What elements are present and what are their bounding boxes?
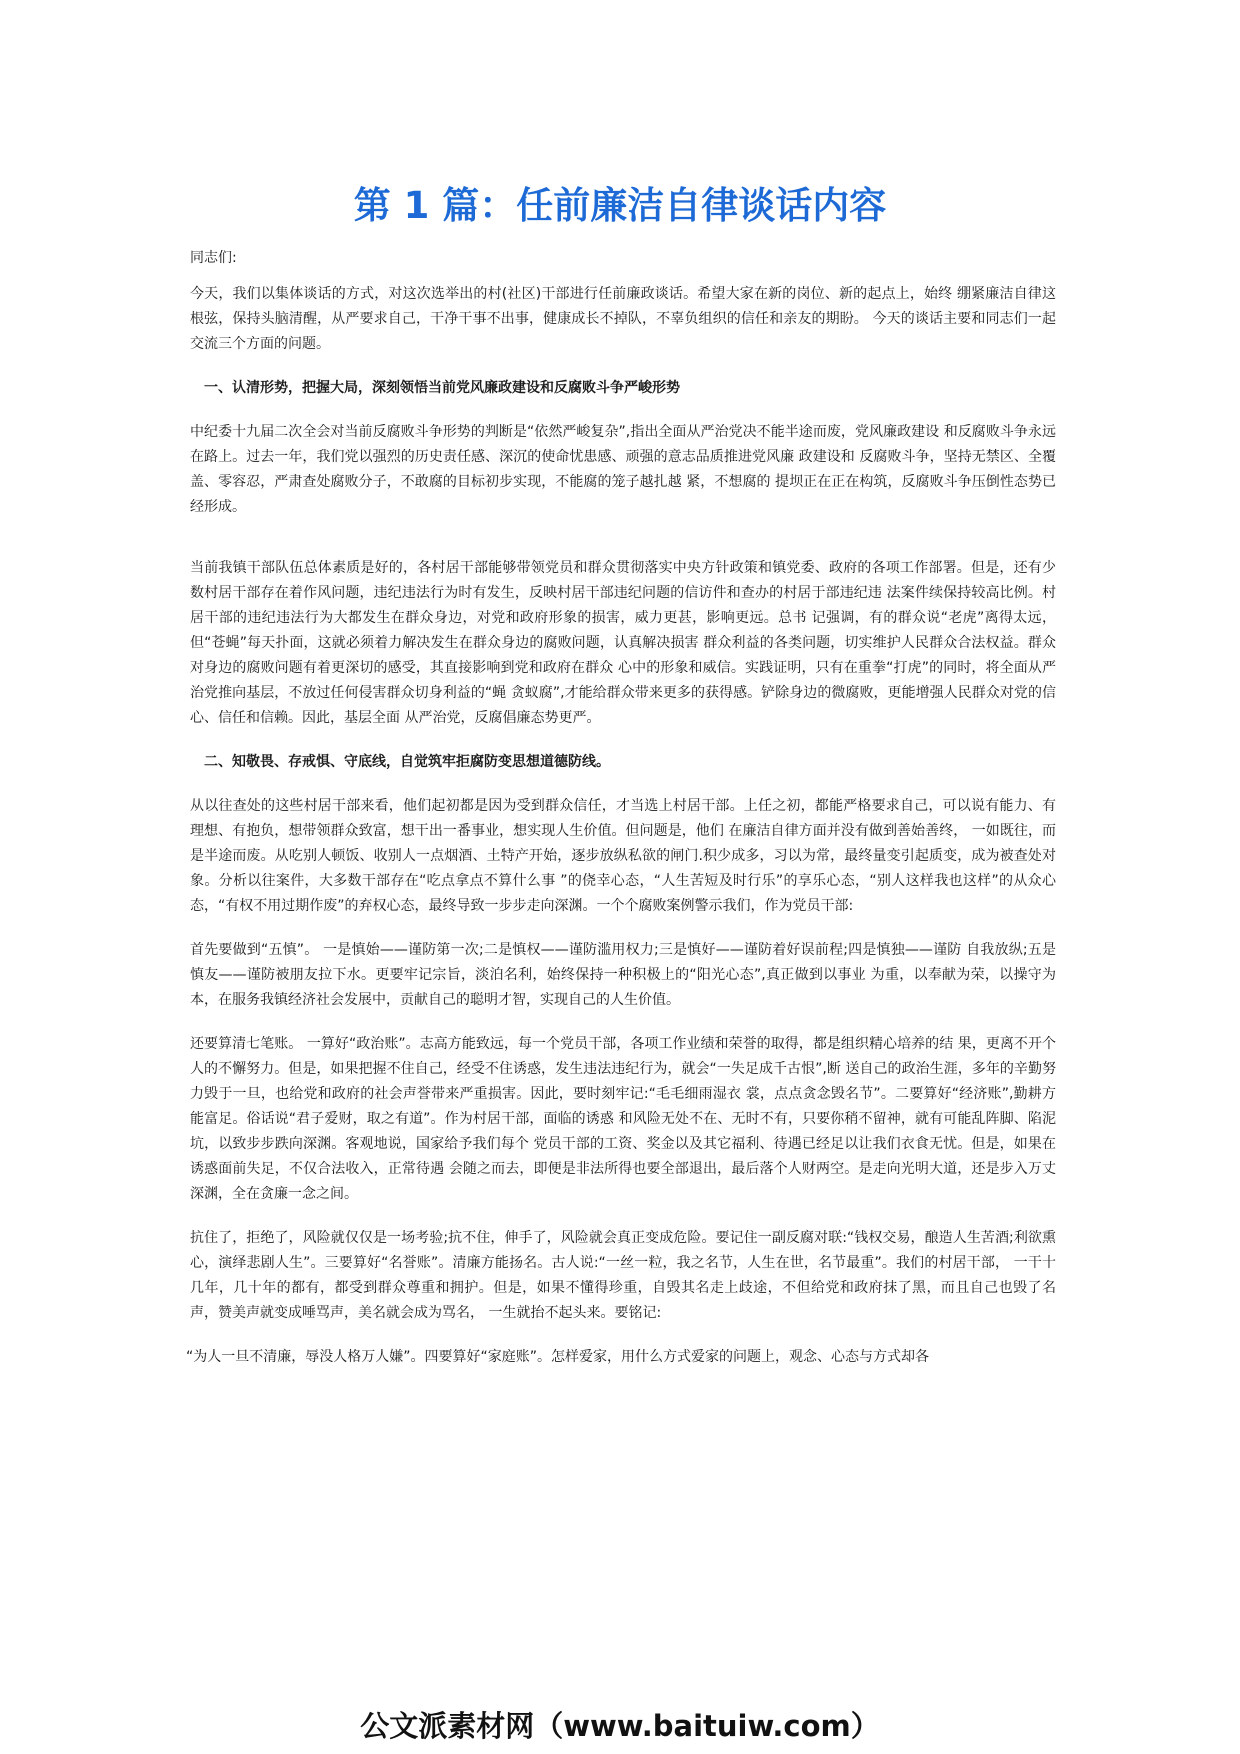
section-1-paragraph-1: 中纪委十九届二次全会对当前反腐败斗争形势的判断是“依然严峻复杂”,指出全面从严治党决不能半途而废，党风廉政建设 和反腐败斗争永远在路上。过去一年，我们党以强烈的历史责任感、深沉的使命忧患感、顽强的意志品质推进党风廉 政建设和 反腐败斗争，坚持无禁区、全覆盖、零容忍，严肃查处腐败分子，不敢腐的目标初步实现，不能腐的笼子越扎越 紧，不想腐的 提坝正在正在构筑，反腐败斗争压倒性态势已经形成。 <box>190 424 1056 515</box>
section-2-paragraph-2: 首先要做到“五慎”。 一是慎始——谨防第一次;二是慎权——谨防滥用权力;三是慎好——谨防着好误前程;四是慎独——谨防 自我放纵;五是慎友——谨防被朋友拉下水。更要牢记宗旨，淡泊名利，始终保持一种积极上的“阳光心态”,真正做到以事业 为重，以奉献为荣，以操守为本，在服务我镇经济社会发展中，贡献自己的聪明才智，实现自己的人生价值。 <box>190 942 1056 1008</box>
document-title: 第 1 篇：任前廉洁自律谈话内容 <box>353 184 887 227</box>
section-1-paragraph-2: 当前我镇干部队伍总体素质是好的，各村居干部能够带领党员和群众贯彻落实中央方针政策和镇党委、政府的各项工作部署。但是，还有少数村居干部存在着作风问题，违纪违法行为时有发生，反映村居干部违纪问题的信访件和查办的村居于部违纪违 法案件续保持较高比例。村居干部的违纪违法行为大都发生在群众身边，对党和政府形象的损害，威力更甚，影响更远。总书 记强调，有的群众说“老虎”离得太远，但“苍蝇”每天扑面，这就必须着力解决发生在群众身边的腐败问题，认真解决损害 群众利益的各类问题，切实维护人民群众合法权益。群众对身边的腐败问题有着更深切的感受，其直接影响到党和政府在群众 心中的形象和威信。实践证明，只有在重拳“打虎”的同时，将全面从严治党推向基层，不放过任何侵害群众切身利益的“蝇 贪蚁腐”,才能给群众带来更多的获得感。铲除身边的微腐败，更能增强人民群众对党的信心、信任和信赖。因此，基层全面 从严治党，反腐倡廉态势更严。 <box>190 560 1056 726</box>
section-2-paragraph-1: 从以往查处的这些村居干部来看，他们起初都是因为受到群众信任，才当选上村居干部。上任之初，都能严格要求自己，可以说有能力、有理想、有抱负，想带领群众致富，想干出一番事业，想实现人生价值。但问题是，他们 在廉洁自律方面并没有做到善始善终， 一如既往，而是半途而废。从吃别人顿饭、收别人一点烟酒、土特产开始，逐步放纵私欲的闸门.积少成多，习以为常，最终量变引起质变，成为被查处对象。分析以往案件，大多数干部存在“吃点拿点不算什么事 ”的侥幸心态，“人生苦短及时行乐”的享乐心态，“别人这样我也这样”的从众心态，“有权不用过期作废”的弃权心态，最终导致一步步走向深渊。一个个腐败案例警示我们，作为党员干部: <box>190 798 1056 914</box>
section-2-paragraph-4: 抗住了，拒绝了，风险就仅仅是一场考验;抗不住，伸手了，风险就会真正变成危险。要记住一副反腐对联:“钱权交易，酿造人生苦酒;利欲熏心，演绎悲剧人生”。三要算好“名誉账”。清廉方能扬名。古人说:“一丝一粒，我之名节，人生在世，名节最重”。我们的村居干部， 一干十几年，几十年的都有，都受到群众尊重和拥护。但是，如果不懂得珍重，自毁其名走上歧途，不但给党和政府抹了黑，而且自己也毁了名声，赞美声就变成唾骂声，美名就会成为骂名， 一生就抬不起头来。要铭记: <box>190 1230 1056 1321</box>
section-2-paragraph-3: 还要算清七笔账。 一算好“政治账”。志高方能致远，每一个党员干部，各项工作业绩和荣誉的取得，都是组织精心培养的结 果，更离不开个人的不懈努力。但是，如果把握不住自己，经受不住诱惑，发生违法违纪行为，就会“一失足成千古恨”,断 送自己的政治生涯，多年的辛勤努力毁于一旦，也给党和政府的社会声誉带来严重损害。因此，要时刻牢记:“毛毛细雨湿衣 裳，点点贪念毁名节”。二要算好“经济账”,勤耕方能富足。俗话说“君子爱财，取之有道”。作为村居干部，面临的诱惑 和风险无处不在、无时不有，只要你稍不留神，就有可能乱阵脚、陷泥坑，以致步步跌向深渊。客观地说，国家给予我们每个 党员干部的工资、奖金以及其它福利、待遇已经足以让我们衣食无忧。但是，如果在诱惑面前失足，不仅合法收入，正常待遇 会随之而去，即便是非法所得也要全部退出，最后落个人财两空。是走向光明大道，还是步入万丈深渊，全在贪廉一念之间。 <box>190 1036 1056 1202</box>
section-1-heading: 一、认清形势，把握大局，深刻领悟当前党风廉政建设和反腐败斗争严峻形势 <box>204 380 680 396</box>
section-2-heading: 二、知敬畏、存戒惧、守底线，自觉筑牢拒腐防变思想道德防线。 <box>204 754 610 770</box>
source-watermark: 公文派素材网（www.baituiw.com） <box>360 1709 880 1743</box>
intro-paragraph: 今天，我们以集体谈话的方式，对这次选举出的村(社区)干部进行任前廉政谈话。希望大家在新的岗位、新的起点上，始终 绷紧廉洁自律这根弦，保持头脑清醒，从严要求自己，干净干事不出事，健康成长不掉队，不辜负组织的信任和亲友的期盼。 今天的谈话主要和同志们一起交流三个方面的问题。 <box>190 286 1056 352</box>
section-2-paragraph-5: “为人一旦不清廉，辱没人格万人嫌”。四要算好“家庭账”。怎样爱家，用什么方式爱家的问题上，观念、心态与方式却各 <box>186 1349 930 1365</box>
document-body <box>186 246 1056 1370</box>
greeting: 同志们: <box>190 250 237 266</box>
